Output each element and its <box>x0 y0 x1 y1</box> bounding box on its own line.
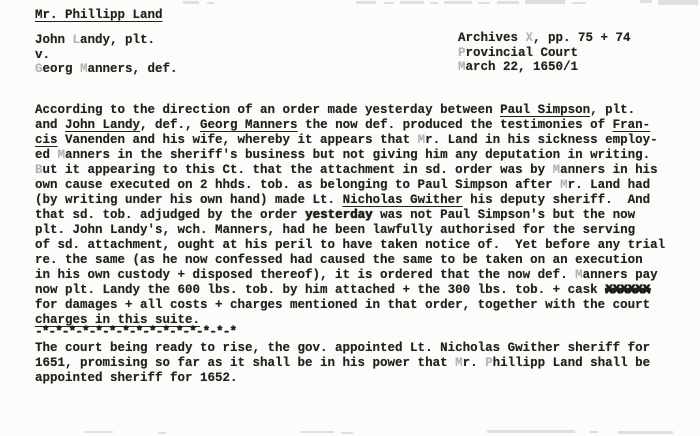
text-line: The court being ready to rise, the gov. appointed Lt. Nicholas Gwither sheriff for <box>35 341 651 355</box>
scan-artifact <box>444 1 472 4</box>
scan-artifact <box>430 2 438 4</box>
text-line: Georg Manners, def. <box>35 62 178 76</box>
text-line: that sd. tob. adjudged by the order yesterday was not Paul Simpson's but the now <box>35 208 636 222</box>
scan-artifact <box>85 431 113 433</box>
scan-artifact <box>400 1 424 4</box>
document-title: Mr. Phillipp Land <box>35 8 163 22</box>
scan-artifact <box>478 2 490 4</box>
text-line: of sd. attachment, ought at his peril to have taken notice of. Yet before any trial <box>35 238 666 252</box>
text-line: v. <box>35 47 51 62</box>
text-line: Provincial Court <box>458 45 579 60</box>
text-line: Archives X, pp. 75 + 74 <box>458 31 631 45</box>
scan-artifact <box>618 431 673 434</box>
text-line: in his own custody + disposed thereof), it is ordered that the now def. Manners pay <box>35 268 658 282</box>
scan-artifact <box>572 2 586 4</box>
scan-artifact <box>497 1 519 4</box>
text-line: John Landy, plt. <box>35 33 156 47</box>
text-line: for damages + all costs + charges mentioned in that order, together with the court <box>35 298 651 312</box>
scan-artifact <box>341 432 353 434</box>
text-line: ed Manners in the sheriff's business but not giving him any deputation in writing. <box>35 148 651 162</box>
scan-artifact <box>183 1 199 4</box>
scan-artifact <box>640 0 652 3</box>
text-line: According to the direction of an order made yesterday between Paul Simpson, plt. <box>35 103 636 117</box>
text-line: 1651, promising so far as it shall be in his power that Mr. Phillipp Land shall be <box>35 356 651 370</box>
text-line: (by writing under his own hand) made Lt. Nicholas Gwither his deputy sheriff. And <box>35 193 651 207</box>
text-line: re. the same (as he now confessed had caused the same to be taken on an execution <box>35 253 643 267</box>
text-line: charges in this suite. <box>35 313 201 327</box>
text-line: But it appearing to this Ct. that the attachment in sd. order was by Manners in his <box>35 163 658 177</box>
scan-artifact <box>384 2 394 4</box>
scan-artifact <box>356 1 376 4</box>
closing-paragraph <box>35 341 650 386</box>
scan-artifact <box>525 0 565 4</box>
text-line: March 22, 1650/1 <box>458 60 579 74</box>
text-line: own cause executed on 2 hhds. tob. as belonging to Paul Simpson after Mr. Land had <box>35 178 651 192</box>
scan-artifact <box>158 432 166 434</box>
case-parties-block <box>35 33 178 77</box>
scan-artifact <box>207 2 214 4</box>
text-line: appointed sheriff for 1652. <box>35 371 238 385</box>
scan-artifact <box>300 431 334 433</box>
archives-citation-block <box>458 31 631 75</box>
text-line: plt. John Landy's, wch. Manners, had he been lawfully authorised for the serving <box>35 223 636 237</box>
scan-artifact <box>590 431 598 433</box>
separator-line: -*-*-*-*-*-*-*-*-*-*-*-*-*-*-* <box>35 325 237 339</box>
scan-artifact <box>487 430 575 433</box>
text-line: now plt. Landy the 600 lbs. tob. by him attached + the 300 lbs. tob. + cask XXXXXX <box>35 283 651 297</box>
scan-artifact <box>658 0 698 5</box>
court-order-paragraph <box>35 103 665 328</box>
text-line: and John Landy, def., Georg Manners the now def. produced the testimonies of Fran- <box>35 118 651 132</box>
text-line: cis Vanenden and his wife, whereby it appears that Mr. Land in his sickness employ- <box>35 133 658 147</box>
